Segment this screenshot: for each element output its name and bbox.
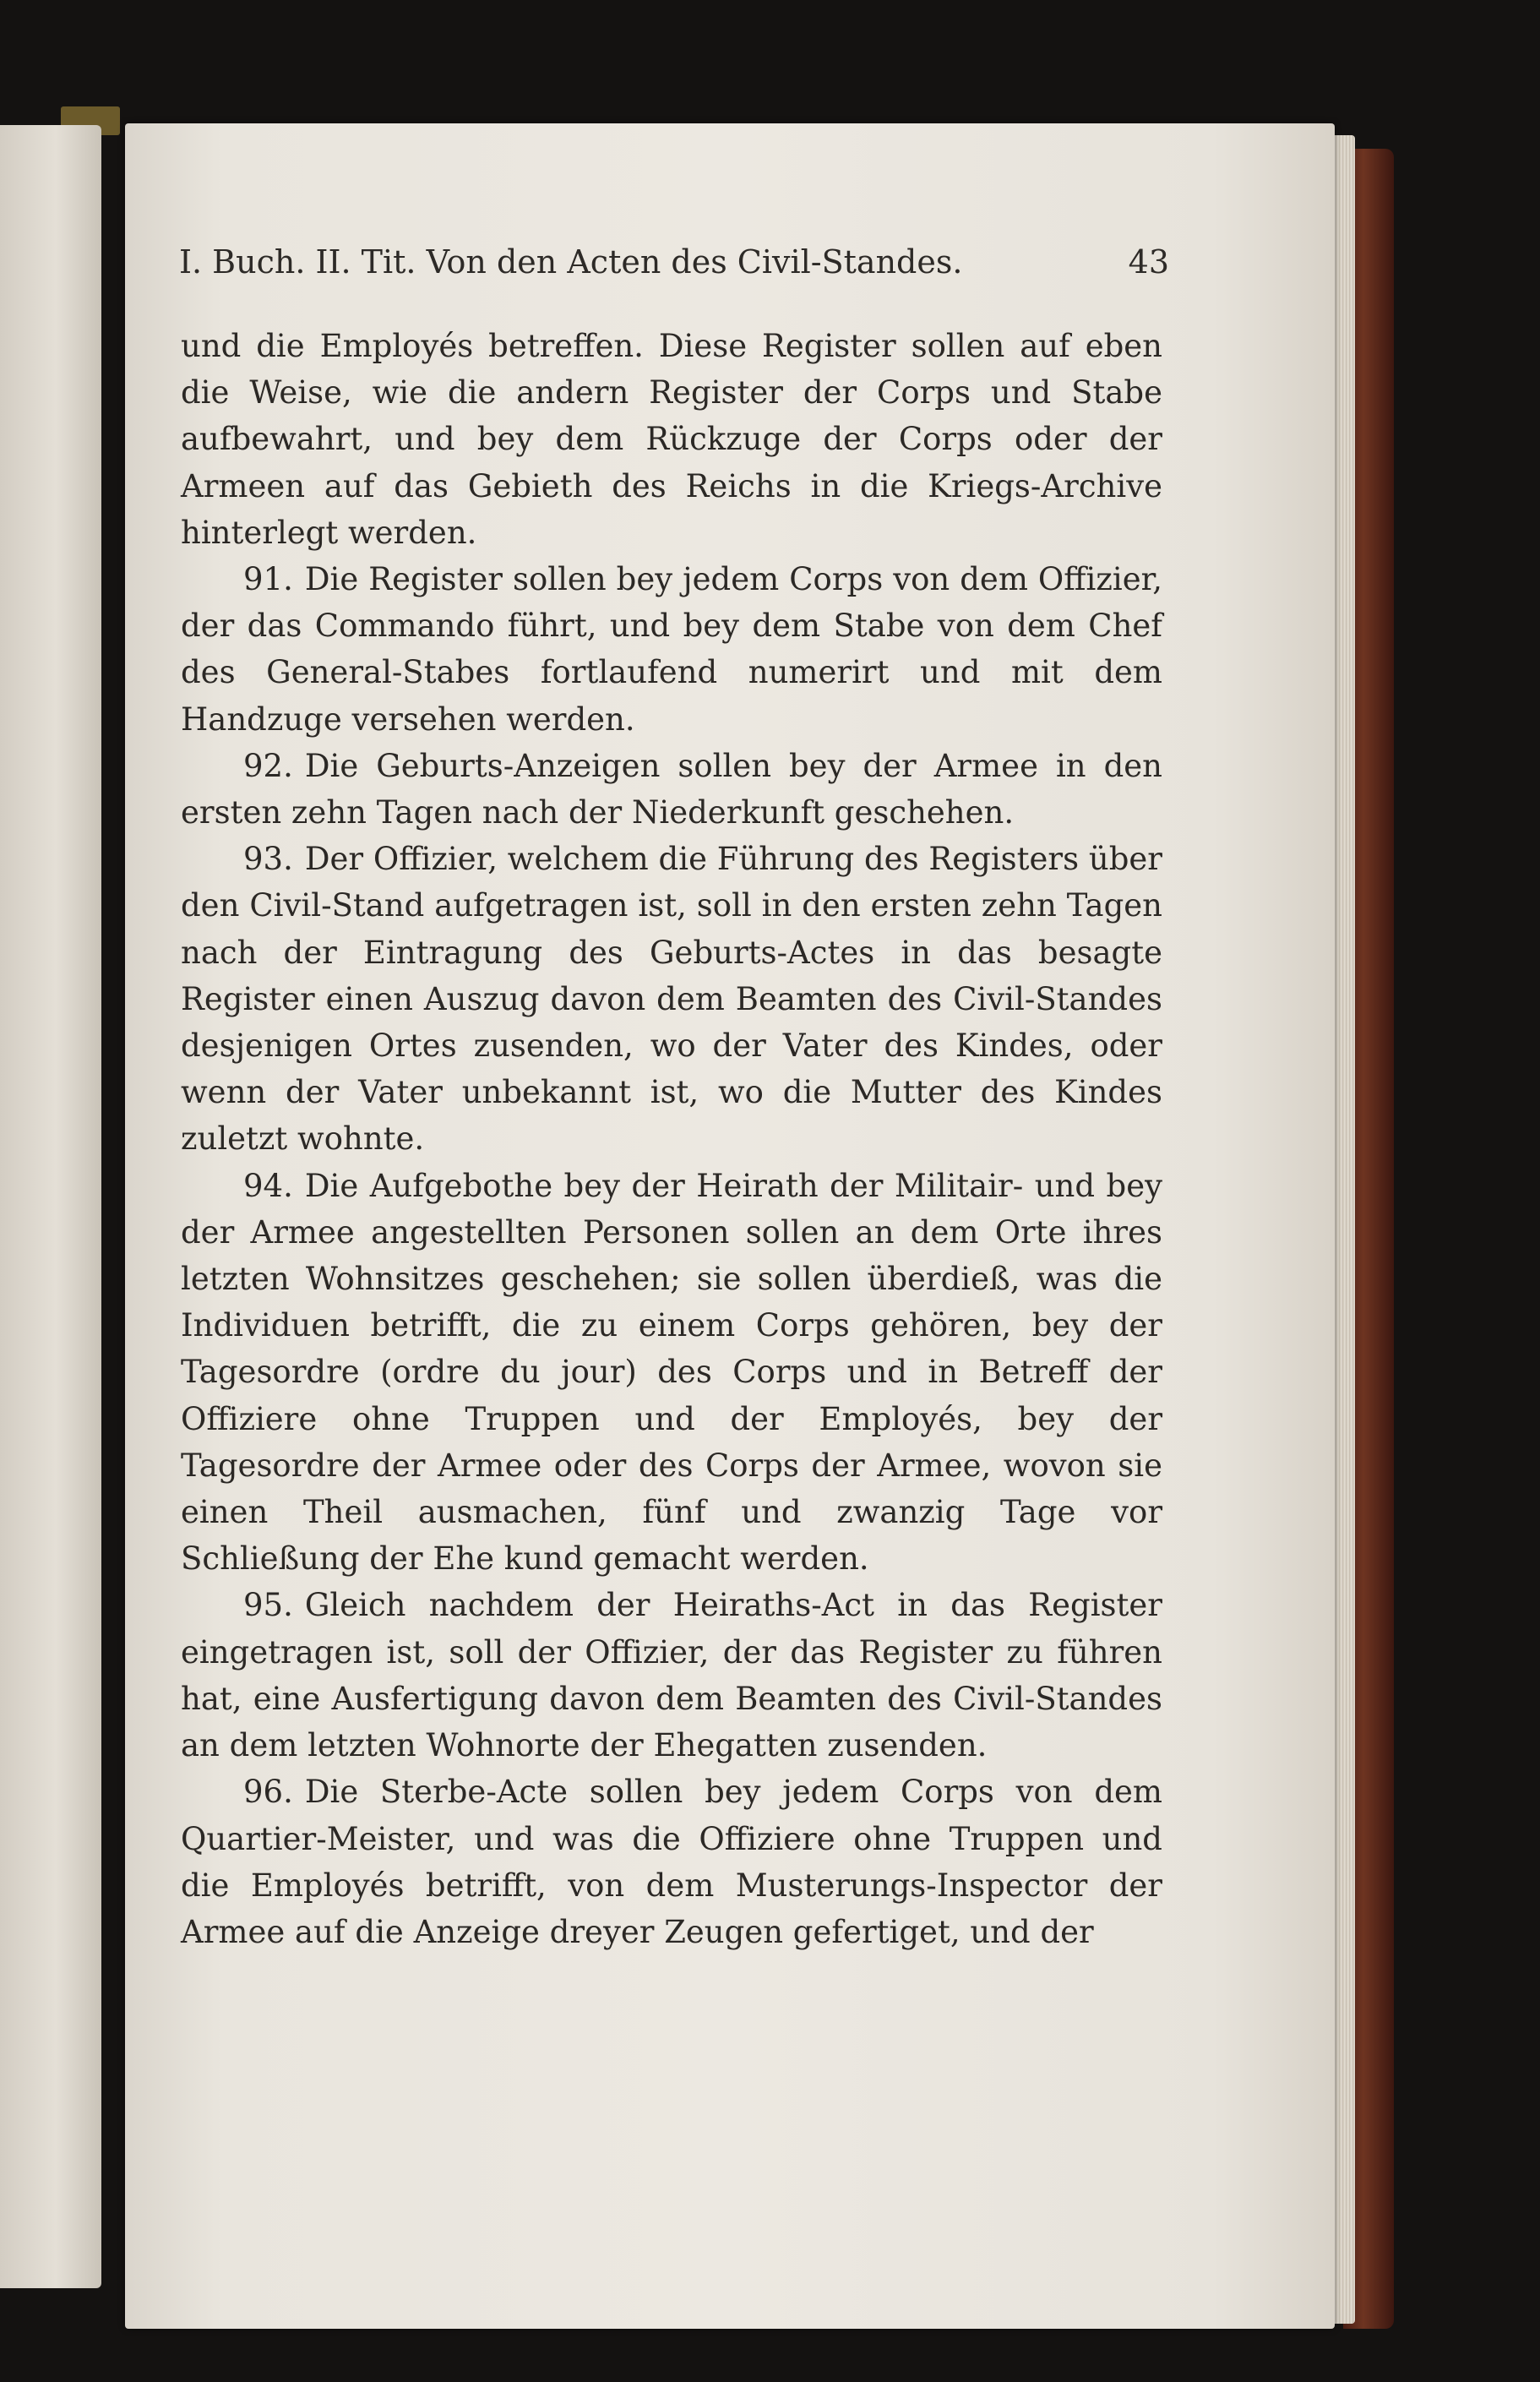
paragraph-93 bbox=[181, 836, 1162, 1162]
paragraph-text: und die Employés betreffen. Diese Register sollen auf eben die Weise, wie die andern Register der Corps und Stabe aufbewahrt, und bey dem Rückzuge der Corps oder der Armeen auf das Gebieth des Reichs in die Kriegs-Archive hinterlegt werden. bbox=[181, 328, 1162, 551]
paragraph-text: Der Offizier, welchem die Führung des Registers über den Civil-Stand aufgetragen ist, soll in den ersten zehn Tagen nach der Eintragung des Geburts-Actes in das besagte Register einen Auszug davon dem Beamten des Civil-Standes desjenigen Ortes zusenden, wo der Vater des Kindes, oder wenn der Vater unbekannt ist, wo die Mutter des Kindes zuletzt wohnte. bbox=[181, 841, 1162, 1158]
paragraph-text: Die Register sollen bey jedem Corps von dem Offizier, der das Commando führt, und bey dem Stabe von dem Chef des General-Stabes fortlaufend numerirt und mit dem Handzuge versehen werden. bbox=[181, 561, 1162, 738]
paragraph-95 bbox=[181, 1582, 1162, 1769]
previous-page-edge bbox=[0, 125, 101, 2288]
paragraph-96 bbox=[181, 1769, 1162, 1955]
paragraph-92 bbox=[181, 743, 1162, 836]
paragraph-text: Die Aufgebothe bey der Heirath der Militair- und bey der Armee angestellten Personen sollen an dem Orte ihres letzten Wohnsitzes geschehen; sie sollen überdieß, was die Individuen betrifft, die zu einem Corps gehören, bey der Tagesordre (ordre du jour) des Corps und in Betreff der Offiziere ohne Truppen und der Employés, bey der Tagesordre der Armee oder des Corps der Armee, wovon sie einen Theil ausmachen, fünf und zwanzig Tage vor Schließung der Ehe kund gemacht werden. bbox=[181, 1167, 1162, 1578]
body-text bbox=[181, 323, 1162, 1955]
paragraph-91 bbox=[181, 556, 1162, 743]
paragraph-text: Die Sterbe-Acte sollen bey jedem Corps von dem Quartier-Meister, und was die Offiziere ohne Truppen und die Employés betrifft, von dem Musterungs-Inspector der Armee auf die Anzeige dreyer Zeugen gefertiget, und der bbox=[181, 1774, 1162, 1950]
paragraph-number: 95. bbox=[243, 1587, 293, 1624]
paragraph-94 bbox=[181, 1163, 1162, 1583]
paragraph-number: 93. bbox=[243, 841, 293, 878]
paragraph-text: Gleich nachdem der Heiraths-Act in das Register eingetragen ist, soll der Offizier, der das Register zu führen hat, eine Ausfertigung davon dem Beamten des Civil-Standes an dem letzten Wohnorte der Ehegatten zusenden. bbox=[181, 1587, 1162, 1764]
running-head-title: I. Buch. II. Tit. Von den Acten des Civil-Standes. bbox=[179, 243, 963, 281]
running-head bbox=[179, 243, 1169, 294]
page-number: 43 bbox=[1128, 243, 1169, 281]
paragraph-text: Die Geburts-Anzeigen sollen bey der Armee in den ersten zehn Tagen nach der Niederkunft geschehen. bbox=[181, 747, 1162, 831]
paragraph-number: 92. bbox=[243, 747, 293, 784]
paragraph-number: 91. bbox=[243, 561, 293, 598]
paragraph-continuation bbox=[181, 323, 1162, 556]
paragraph-number: 94. bbox=[243, 1167, 293, 1204]
paragraph-number: 96. bbox=[243, 1774, 293, 1811]
